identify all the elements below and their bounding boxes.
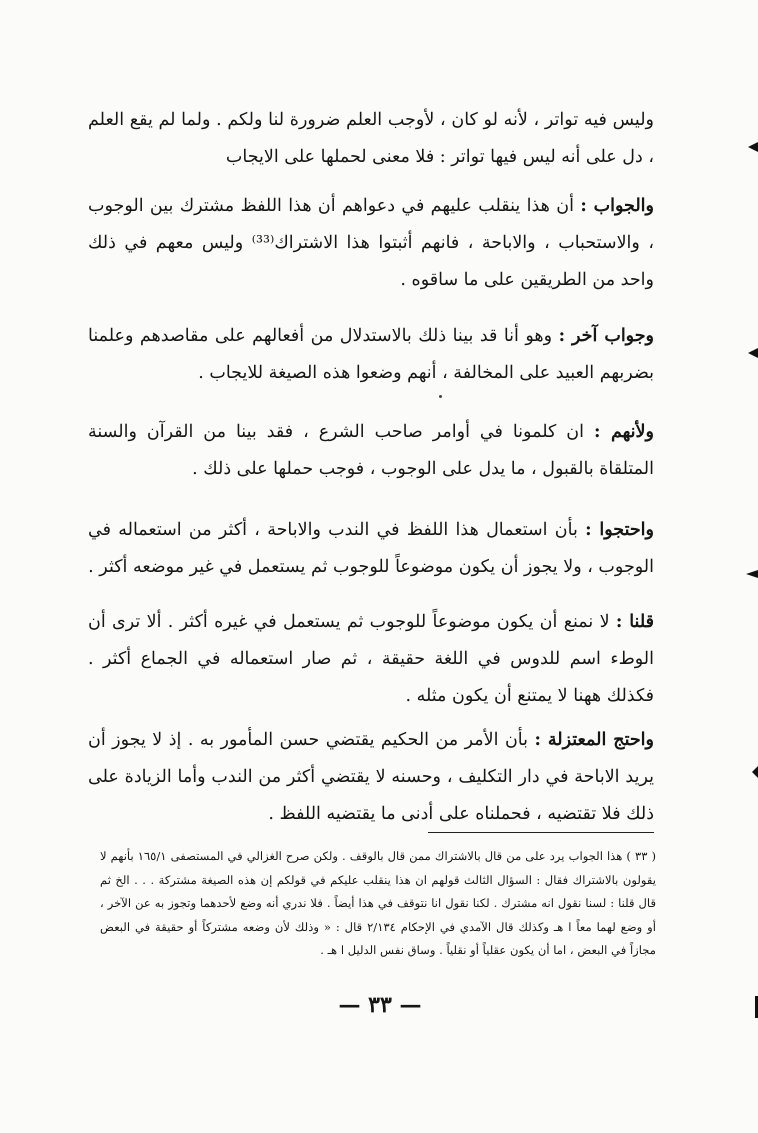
- paragraph-text: بأن الأمر من الحكيم يقتضي حسن المأمور به . إذ لا يجوز أن يريد الاباحة في دار التكليف ، وحسنه لا يقتضي أكثر من الندب وأما الزيادة على ذلك فلا تقتضيه ، فحملناه على أدنى ما يقتضيه اللفظ .: [88, 730, 654, 824]
- paragraph-text: ان كلمونا في أوامر صاحب الشرع ، فقد بينا من القرآن والسنة المتلقاة بالقبول ، ما يدل على الوجوب ، فوجب حملها على ذلك .: [88, 422, 654, 479]
- paragraph-3: [88, 318, 654, 392]
- paragraph-lead: واحتج المعتزلة :: [534, 730, 654, 750]
- paragraph-text: أن هذا ينقلب عليهم في دعواهم أن هذا اللفظ مشترك بين الوجوب ، والاستحباب ، والاباحة ، فانهم أثبتوا هذا الاشتراك⁽³³⁾ وليس معهم في ذلك واحد من الطريقين على ما ساقوه .: [88, 196, 655, 290]
- paragraph-7: [88, 722, 654, 833]
- paragraph-2: [88, 188, 654, 299]
- paragraph-text: وهو أنا قد بينا ذلك بالاستدلال من أفعالهم على مقاصدهم وعلمنا بضربهم العبيد على المخالفة ، أنهم وضعوا هذه الصيغة للايجاب .: [88, 326, 654, 383]
- paragraph-lead: والجواب :: [580, 196, 654, 216]
- footnote-divider: [428, 832, 654, 833]
- margin-binding-mark: [748, 142, 758, 152]
- paragraph-text: بأن استعمال هذا اللفظ في الندب والاباحة ، أكثر من استعماله في الوجوب ، ولا يجوز أن يكون موضوعاً للوجوب ثم يستعمل في غير موضعه أكثر .: [88, 520, 654, 577]
- paragraph-text: وليس فيه تواتر ، لأنه لو كان ، لأوجب العلم ضرورة لنا ولكم . ولما لم يقع العلم ، دل على أنه ليس فيها تواتر : فلا معنى لحملها على الايجاب: [88, 110, 654, 167]
- paragraph-5: [88, 512, 654, 586]
- paragraph-6: [88, 604, 654, 715]
- margin-binding-mark: [752, 766, 758, 778]
- margin-binding-mark: [748, 348, 758, 358]
- paragraph-lead: واحتجوا :: [585, 520, 654, 540]
- margin-binding-mark: [746, 570, 758, 578]
- ink-speck: [439, 395, 442, 398]
- paragraph-lead: وجواب آخر :: [558, 326, 654, 346]
- paragraph-4: [88, 414, 654, 488]
- paragraph-text: لا نمنع أن يكون موضوعاً للوجوب ثم يستعمل في غيره أكثر . ألا ترى أن الوطء اسم للدوس في اللغة حقيقة ، ثم صار استعماله في الجماع أكثر . فكذلك ههنا لا يمتنع أن يكون مثله .: [88, 612, 654, 706]
- paragraph-lead: قلنا :: [615, 612, 654, 632]
- page-number: — ٣٣ —: [338, 992, 422, 1018]
- footnote: ( ٣٣ ) هذا الجواب يرد على من قال بالاشتراك ممن قال بالوقف . ولكن صرح الغزالي في المستصفى ١٦٥/١ بأنهم لا يقولون بالاشتراك فقال : السؤال الثالث قولهم ان هذا ينقلب عليكم في قولكم إن هذه الصيغة مشتركة . . . الخ ثم قال قلنا : لسنا نقول انه مشترك . لكنا نقول انا نتوقف في هذا أيضاً . فلا ندري أنه وضع لأحدهما وتجوز به عن الآخر ، أو وضع لهما معاً ا هـ وكذلك قال الآمدي في الإحكام ٢/١٣٤ قال : « وذلك لأن وضعه مشتركاً أو حقيقة في البعض مجازاً في البعض ، اما أن يكون عقلياً أو نقلياً . وساق نفس الدليل ا هـ .: [100, 849, 656, 958]
- paragraph-1: [88, 102, 654, 176]
- paragraph-lead: ولأنهم :: [594, 422, 654, 442]
